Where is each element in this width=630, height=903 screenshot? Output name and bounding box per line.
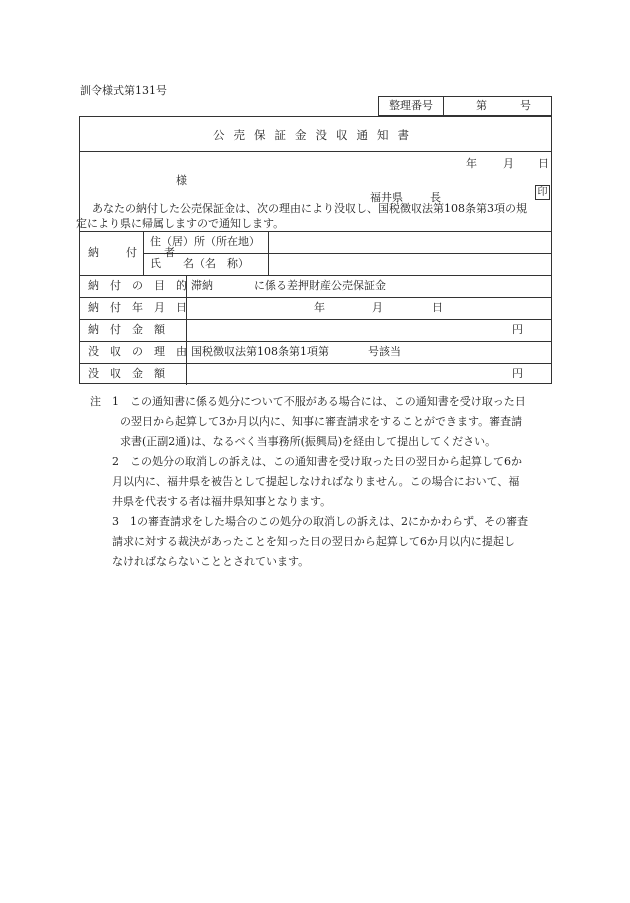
note-line: 3 1の審査請求をした場合のこの処分の取消しの訴えは、2にかかわらず、その審査 (112, 515, 529, 528)
note-line: 請求に対する裁決があったことを知った日の翌日から起算して6か月以内に提起し (112, 535, 515, 548)
note-line: 月以内に、福井県を被告として提起しなければなりません。この場合において、福 (112, 475, 520, 488)
amount-unit: 円 (512, 323, 523, 336)
document-title: 公売保証金没収通知書 (213, 128, 418, 142)
amount-label: 納 付 金 額 (88, 323, 165, 336)
date-year: 年 (466, 157, 477, 170)
reference-number-label: 整理番号 (379, 97, 444, 115)
notice-body (76, 201, 543, 231)
seal-mark: 印 (535, 185, 550, 200)
note-line: 1 この通知書に係る処分について不服がある場合には、この通知書を受け取った日 (112, 395, 526, 408)
address-label: 住（居）所（所在地） (150, 235, 260, 248)
notice-body-line: 定により県に帰属しますので通知します。 (76, 217, 285, 230)
purpose-value-a: 滞納 (191, 279, 213, 292)
notice-body-line: あなたの納付した公売保証金は、次の理由により没収し、国税徴収法第108条第3項の規 (92, 202, 527, 215)
issuer-chief: 長 (430, 191, 441, 204)
payment-date-year: 年 (314, 301, 325, 314)
forfeit-amount-unit: 円 (512, 367, 523, 380)
note-line: 求書(正副2通)は、なるべく当事務所(振興局)を経由して提出してください。 (120, 435, 497, 448)
reference-dai: 第 (476, 99, 487, 112)
forfeit-amount-label: 没 収 金 額 (88, 367, 165, 380)
form-number: 訓令様式第131号 (80, 84, 167, 97)
reason-label: 没 収 の 理 由 (88, 345, 187, 358)
notice-form (76, 116, 552, 384)
reason-value-b: 号該当 (368, 345, 401, 358)
note-line: の翌日から起算して3か月以内に、知事に審査請求をすることができます。審査請 (120, 415, 523, 428)
date-day: 日 (538, 157, 549, 170)
purpose-label: 納 付 の 目 的 (88, 279, 187, 292)
payment-date-label: 納 付 年 月 日 (88, 301, 187, 314)
note-line: 2 この処分の取消しの訴えは、この通知書を受け取った日の翌日から起算して6か (112, 455, 522, 468)
reference-go: 号 (520, 99, 531, 112)
addressee-suffix: 様 (176, 174, 187, 187)
issuer-prefecture: 福井県 (370, 191, 403, 204)
reason-value-a: 国税徴収法第108条第1項第 (191, 345, 329, 358)
reference-number-field (444, 97, 551, 115)
note-line: 井県を代表する者は福井県知事となります。 (112, 495, 332, 508)
name-label: 氏 名（名 称） (150, 257, 249, 270)
notes-prefix: 注 (90, 395, 101, 408)
reference-number-box (378, 96, 552, 116)
purpose-value-b: に係る差押財産公売保証金 (254, 279, 386, 292)
payment-date-day: 日 (432, 301, 443, 314)
payment-date-month: 月 (372, 301, 383, 314)
date-month: 月 (503, 157, 514, 170)
note-line: なければならないこととされています。 (112, 555, 310, 568)
payer-label: 納 付 者 (88, 246, 183, 259)
